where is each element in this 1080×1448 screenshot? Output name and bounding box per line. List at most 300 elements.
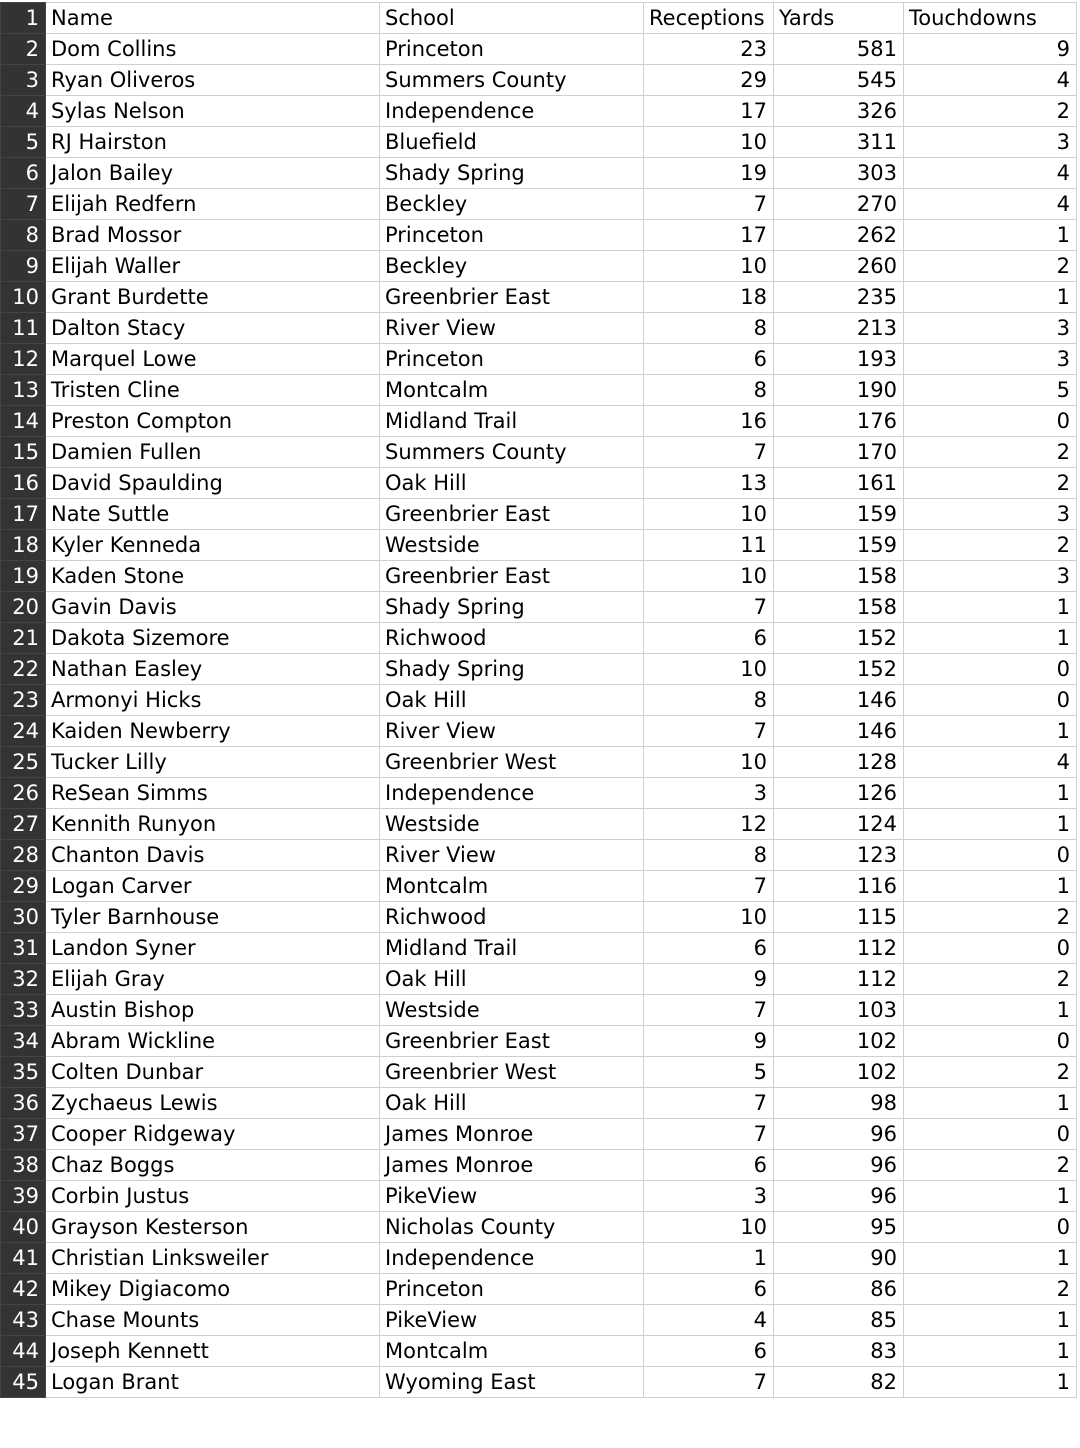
table-row bbox=[1, 933, 1077, 964]
table-row bbox=[1, 127, 1077, 158]
row-number[interactable]: 17 bbox=[1, 499, 46, 530]
cell-name[interactable]: Sylas Nelson bbox=[46, 96, 380, 127]
cell-touchdowns[interactable]: 1 bbox=[904, 592, 1077, 623]
cell-school[interactable]: Shady Spring bbox=[380, 592, 644, 623]
row-number[interactable]: 42 bbox=[1, 1274, 46, 1305]
cell-school[interactable]: PikeView bbox=[380, 1305, 644, 1336]
cell-yards[interactable]: 158 bbox=[774, 561, 904, 592]
row-number[interactable]: 13 bbox=[1, 375, 46, 406]
cell-receptions[interactable]: 8 bbox=[644, 840, 774, 871]
cell-name[interactable]: Mikey Digiacomo bbox=[46, 1274, 380, 1305]
cell-touchdowns[interactable]: 1 bbox=[904, 1243, 1077, 1274]
cell-touchdowns[interactable]: 0 bbox=[904, 654, 1077, 685]
cell-name[interactable]: Damien Fullen bbox=[46, 437, 380, 468]
row-number[interactable]: 4 bbox=[1, 96, 46, 127]
cell-name[interactable]: RJ Hairston bbox=[46, 127, 380, 158]
cell-name[interactable]: Landon Syner bbox=[46, 933, 380, 964]
row-number[interactable]: 21 bbox=[1, 623, 46, 654]
cell-school[interactable]: Princeton bbox=[380, 1274, 644, 1305]
row-number[interactable]: 18 bbox=[1, 530, 46, 561]
cell-school[interactable]: Princeton bbox=[380, 34, 644, 65]
cell-receptions[interactable]: 9 bbox=[644, 964, 774, 995]
cell-receptions[interactable]: 6 bbox=[644, 1274, 774, 1305]
table-row bbox=[1, 220, 1077, 251]
row-number[interactable]: 16 bbox=[1, 468, 46, 499]
cell-yards[interactable]: 124 bbox=[774, 809, 904, 840]
table-row bbox=[1, 1367, 1077, 1398]
row-number[interactable]: 41 bbox=[1, 1243, 46, 1274]
cell-name[interactable]: David Spaulding bbox=[46, 468, 380, 499]
row-number[interactable]: 27 bbox=[1, 809, 46, 840]
cell-receptions[interactable]: 17 bbox=[644, 220, 774, 251]
cell-yards[interactable]: 311 bbox=[774, 127, 904, 158]
cell-touchdowns[interactable]: 2 bbox=[904, 530, 1077, 561]
cell-name[interactable]: Logan Carver bbox=[46, 871, 380, 902]
row-number[interactable]: 30 bbox=[1, 902, 46, 933]
cell-receptions[interactable]: 9 bbox=[644, 1026, 774, 1057]
cell-yards[interactable]: 159 bbox=[774, 530, 904, 561]
cell-touchdowns[interactable]: 3 bbox=[904, 344, 1077, 375]
cell-receptions[interactable]: 8 bbox=[644, 685, 774, 716]
cell-receptions[interactable]: 7 bbox=[644, 437, 774, 468]
cell-name[interactable]: Grant Burdette bbox=[46, 282, 380, 313]
cell-yards[interactable]: 112 bbox=[774, 964, 904, 995]
table-row bbox=[1, 313, 1077, 344]
cell-school[interactable]: James Monroe bbox=[380, 1119, 644, 1150]
cell-receptions[interactable]: 10 bbox=[644, 654, 774, 685]
cell-receptions[interactable]: 7 bbox=[644, 716, 774, 747]
cell-yards[interactable]: 158 bbox=[774, 592, 904, 623]
cell-touchdowns[interactable]: 1 bbox=[904, 1336, 1077, 1367]
cell-touchdowns[interactable]: 9 bbox=[904, 34, 1077, 65]
cell-school[interactable]: Independence bbox=[380, 1243, 644, 1274]
cell-touchdowns[interactable]: 0 bbox=[904, 933, 1077, 964]
cell-touchdowns[interactable]: 0 bbox=[904, 1212, 1077, 1243]
cell-name[interactable]: Abram Wickline bbox=[46, 1026, 380, 1057]
row-number[interactable]: 8 bbox=[1, 220, 46, 251]
row-number[interactable]: 43 bbox=[1, 1305, 46, 1336]
cell-name[interactable]: Cooper Ridgeway bbox=[46, 1119, 380, 1150]
cell-touchdowns[interactable]: 1 bbox=[904, 1181, 1077, 1212]
table-row bbox=[1, 468, 1077, 499]
cell-name[interactable]: Marquel Lowe bbox=[46, 344, 380, 375]
cell-touchdowns[interactable]: 0 bbox=[904, 1119, 1077, 1150]
row-number[interactable]: 26 bbox=[1, 778, 46, 809]
cell-touchdowns[interactable]: 1 bbox=[904, 220, 1077, 251]
table-row bbox=[1, 747, 1077, 778]
cell-name[interactable]: Chaz Boggs bbox=[46, 1150, 380, 1181]
cell-school[interactable]: Bluefield bbox=[380, 127, 644, 158]
cell-yards[interactable]: 102 bbox=[774, 1057, 904, 1088]
cell-school[interactable]: River View bbox=[380, 716, 644, 747]
cell-yards[interactable]: 102 bbox=[774, 1026, 904, 1057]
cell-school[interactable]: River View bbox=[380, 313, 644, 344]
cell-name[interactable]: Nathan Easley bbox=[46, 654, 380, 685]
cell-school[interactable]: Greenbrier East bbox=[380, 499, 644, 530]
cell-name[interactable]: Kennith Runyon bbox=[46, 809, 380, 840]
table-row bbox=[1, 561, 1077, 592]
cell-touchdowns[interactable]: 4 bbox=[904, 189, 1077, 220]
cell-receptions[interactable]: 8 bbox=[644, 375, 774, 406]
row-number[interactable]: 6 bbox=[1, 158, 46, 189]
cell-touchdowns[interactable]: 3 bbox=[904, 127, 1077, 158]
row-number[interactable]: 24 bbox=[1, 716, 46, 747]
table-row bbox=[1, 344, 1077, 375]
table-row bbox=[1, 1057, 1077, 1088]
cell-touchdowns[interactable]: 1 bbox=[904, 871, 1077, 902]
cell-touchdowns[interactable]: 2 bbox=[904, 251, 1077, 282]
cell-touchdowns[interactable]: 2 bbox=[904, 902, 1077, 933]
cell-receptions[interactable]: 4 bbox=[644, 1305, 774, 1336]
cell-yards[interactable]: 86 bbox=[774, 1274, 904, 1305]
cell-yards[interactable]: 161 bbox=[774, 468, 904, 499]
table-row bbox=[1, 375, 1077, 406]
cell-touchdowns[interactable]: 2 bbox=[904, 964, 1077, 995]
cell-school[interactable]: Midland Trail bbox=[380, 933, 644, 964]
row-number[interactable]: 23 bbox=[1, 685, 46, 716]
cell-yards[interactable]: 270 bbox=[774, 189, 904, 220]
row-number[interactable]: 40 bbox=[1, 1212, 46, 1243]
cell-yards[interactable]: 95 bbox=[774, 1212, 904, 1243]
cell-receptions[interactable]: 13 bbox=[644, 468, 774, 499]
cell-yards[interactable]: 235 bbox=[774, 282, 904, 313]
cell-name[interactable]: Tristen Cline bbox=[46, 375, 380, 406]
cell-school[interactable]: Greenbrier East bbox=[380, 561, 644, 592]
row-number[interactable]: 33 bbox=[1, 995, 46, 1026]
cell-receptions[interactable]: 6 bbox=[644, 1150, 774, 1181]
cell-receptions[interactable]: 10 bbox=[644, 251, 774, 282]
cell-name[interactable]: Nate Suttle bbox=[46, 499, 380, 530]
row-number[interactable]: 45 bbox=[1, 1367, 46, 1398]
cell-school[interactable]: River View bbox=[380, 840, 644, 871]
cell-touchdowns[interactable]: 0 bbox=[904, 685, 1077, 716]
table-row bbox=[1, 34, 1077, 65]
cell-receptions[interactable]: 10 bbox=[644, 127, 774, 158]
cell-yards[interactable]: 170 bbox=[774, 437, 904, 468]
cell-school[interactable]: Nicholas County bbox=[380, 1212, 644, 1243]
cell-school[interactable]: Oak Hill bbox=[380, 468, 644, 499]
table-row bbox=[1, 499, 1077, 530]
cell-touchdowns[interactable]: 1 bbox=[904, 1367, 1077, 1398]
row-number[interactable]: 12 bbox=[1, 344, 46, 375]
cell-touchdowns[interactable]: 2 bbox=[904, 437, 1077, 468]
cell-school[interactable]: Greenbrier West bbox=[380, 747, 644, 778]
cell-receptions[interactable]: 18 bbox=[644, 282, 774, 313]
cell-school[interactable]: Richwood bbox=[380, 902, 644, 933]
cell-yards[interactable]: 193 bbox=[774, 344, 904, 375]
cell-school[interactable]: Westside bbox=[380, 530, 644, 561]
cell-touchdowns[interactable]: 0 bbox=[904, 840, 1077, 871]
cell-school[interactable]: Independence bbox=[380, 96, 644, 127]
cell-name[interactable]: Tyler Barnhouse bbox=[46, 902, 380, 933]
cell-touchdowns[interactable]: 1 bbox=[904, 623, 1077, 654]
cell-touchdowns[interactable]: 2 bbox=[904, 468, 1077, 499]
cell-touchdowns[interactable]: 3 bbox=[904, 313, 1077, 344]
header-school[interactable]: School bbox=[380, 3, 644, 34]
cell-school[interactable]: Summers County bbox=[380, 65, 644, 96]
cell-touchdowns[interactable]: 4 bbox=[904, 158, 1077, 189]
table-row bbox=[1, 96, 1077, 127]
cell-name[interactable]: Kyler Kenneda bbox=[46, 530, 380, 561]
cell-touchdowns[interactable]: 2 bbox=[904, 1057, 1077, 1088]
cell-receptions[interactable]: 10 bbox=[644, 902, 774, 933]
cell-school[interactable]: Greenbrier East bbox=[380, 282, 644, 313]
table-row bbox=[1, 406, 1077, 437]
cell-receptions[interactable]: 7 bbox=[644, 995, 774, 1026]
cell-touchdowns[interactable]: 2 bbox=[904, 1274, 1077, 1305]
header-yards[interactable]: Yards bbox=[774, 3, 904, 34]
header-name[interactable]: Name bbox=[46, 3, 380, 34]
cell-name[interactable]: Ryan Oliveros bbox=[46, 65, 380, 96]
table-row bbox=[1, 1212, 1077, 1243]
cell-name[interactable]: Grayson Kesterson bbox=[46, 1212, 380, 1243]
row-number[interactable]: 29 bbox=[1, 871, 46, 902]
cell-school[interactable]: Montcalm bbox=[380, 871, 644, 902]
cell-receptions[interactable]: 3 bbox=[644, 778, 774, 809]
cell-school[interactable]: Montcalm bbox=[380, 1336, 644, 1367]
header-receptions[interactable]: Receptions bbox=[644, 3, 774, 34]
cell-name[interactable]: ReSean Simms bbox=[46, 778, 380, 809]
cell-yards[interactable]: 103 bbox=[774, 995, 904, 1026]
cell-receptions[interactable]: 29 bbox=[644, 65, 774, 96]
header-touchdowns[interactable]: Touchdowns bbox=[904, 3, 1077, 34]
cell-school[interactable]: Greenbrier East bbox=[380, 1026, 644, 1057]
cell-name[interactable]: Preston Compton bbox=[46, 406, 380, 437]
cell-yards[interactable]: 96 bbox=[774, 1119, 904, 1150]
cell-name[interactable]: Dalton Stacy bbox=[46, 313, 380, 344]
row-number[interactable]: 5 bbox=[1, 127, 46, 158]
table-row bbox=[1, 1026, 1077, 1057]
cell-name[interactable]: Dom Collins bbox=[46, 34, 380, 65]
cell-yards[interactable]: 96 bbox=[774, 1150, 904, 1181]
cell-yards[interactable]: 260 bbox=[774, 251, 904, 282]
cell-receptions[interactable]: 17 bbox=[644, 96, 774, 127]
cell-receptions[interactable]: 10 bbox=[644, 747, 774, 778]
cell-yards[interactable]: 112 bbox=[774, 933, 904, 964]
table-row bbox=[1, 840, 1077, 871]
cell-receptions[interactable]: 6 bbox=[644, 933, 774, 964]
cell-school[interactable]: Beckley bbox=[380, 189, 644, 220]
cell-touchdowns[interactable]: 0 bbox=[904, 406, 1077, 437]
cell-yards[interactable]: 90 bbox=[774, 1243, 904, 1274]
cell-school[interactable]: PikeView bbox=[380, 1181, 644, 1212]
cell-school[interactable]: Beckley bbox=[380, 251, 644, 282]
cell-yards[interactable]: 82 bbox=[774, 1367, 904, 1398]
cell-yards[interactable]: 126 bbox=[774, 778, 904, 809]
table-row bbox=[1, 530, 1077, 561]
cell-receptions[interactable]: 6 bbox=[644, 1336, 774, 1367]
cell-yards[interactable]: 190 bbox=[774, 375, 904, 406]
table-row bbox=[1, 437, 1077, 468]
cell-name[interactable]: Tucker Lilly bbox=[46, 747, 380, 778]
cell-receptions[interactable]: 7 bbox=[644, 1367, 774, 1398]
row-number[interactable]: 14 bbox=[1, 406, 46, 437]
cell-touchdowns[interactable]: 0 bbox=[904, 1026, 1077, 1057]
cell-touchdowns[interactable]: 1 bbox=[904, 778, 1077, 809]
cell-receptions[interactable]: 7 bbox=[644, 1088, 774, 1119]
cell-touchdowns[interactable]: 1 bbox=[904, 1088, 1077, 1119]
cell-touchdowns[interactable]: 1 bbox=[904, 1305, 1077, 1336]
cell-name[interactable]: Christian Linksweiler bbox=[46, 1243, 380, 1274]
row-number[interactable]: 7 bbox=[1, 189, 46, 220]
cell-receptions[interactable]: 19 bbox=[644, 158, 774, 189]
cell-touchdowns[interactable]: 1 bbox=[904, 282, 1077, 313]
cell-yards[interactable]: 303 bbox=[774, 158, 904, 189]
cell-yards[interactable]: 581 bbox=[774, 34, 904, 65]
row-number[interactable]: 3 bbox=[1, 65, 46, 96]
cell-school[interactable]: Independence bbox=[380, 778, 644, 809]
cell-touchdowns[interactable]: 4 bbox=[904, 747, 1077, 778]
cell-receptions[interactable]: 7 bbox=[644, 592, 774, 623]
cell-receptions[interactable]: 7 bbox=[644, 1119, 774, 1150]
table-row bbox=[1, 158, 1077, 189]
cell-name[interactable]: Elijah Redfern bbox=[46, 189, 380, 220]
cell-name[interactable]: Zychaeus Lewis bbox=[46, 1088, 380, 1119]
cell-yards[interactable]: 96 bbox=[774, 1181, 904, 1212]
cell-yards[interactable]: 123 bbox=[774, 840, 904, 871]
row-number[interactable]: 20 bbox=[1, 592, 46, 623]
cell-touchdowns[interactable]: 1 bbox=[904, 995, 1077, 1026]
cell-name[interactable]: Chanton Davis bbox=[46, 840, 380, 871]
row-number[interactable]: 35 bbox=[1, 1057, 46, 1088]
header-row bbox=[1, 3, 1077, 34]
cell-school[interactable]: Shady Spring bbox=[380, 654, 644, 685]
cell-school[interactable]: Princeton bbox=[380, 344, 644, 375]
cell-yards[interactable]: 83 bbox=[774, 1336, 904, 1367]
cell-school[interactable]: Shady Spring bbox=[380, 158, 644, 189]
row-number[interactable]: 22 bbox=[1, 654, 46, 685]
cell-yards[interactable]: 545 bbox=[774, 65, 904, 96]
row-number[interactable]: 11 bbox=[1, 313, 46, 344]
row-number[interactable]: 38 bbox=[1, 1150, 46, 1181]
cell-yards[interactable]: 326 bbox=[774, 96, 904, 127]
cell-receptions[interactable]: 1 bbox=[644, 1243, 774, 1274]
cell-name[interactable]: Elijah Gray bbox=[46, 964, 380, 995]
cell-name[interactable]: Jalon Bailey bbox=[46, 158, 380, 189]
cell-receptions[interactable]: 8 bbox=[644, 313, 774, 344]
cell-yards[interactable]: 115 bbox=[774, 902, 904, 933]
cell-school[interactable]: Wyoming East bbox=[380, 1367, 644, 1398]
cell-yards[interactable]: 146 bbox=[774, 716, 904, 747]
cell-receptions[interactable]: 12 bbox=[644, 809, 774, 840]
cell-school[interactable]: Princeton bbox=[380, 220, 644, 251]
cell-school[interactable]: James Monroe bbox=[380, 1150, 644, 1181]
row-number[interactable]: 34 bbox=[1, 1026, 46, 1057]
cell-name[interactable]: Gavin Davis bbox=[46, 592, 380, 623]
table-row bbox=[1, 1181, 1077, 1212]
cell-yards[interactable]: 146 bbox=[774, 685, 904, 716]
cell-yards[interactable]: 98 bbox=[774, 1088, 904, 1119]
table-row bbox=[1, 189, 1077, 220]
cell-receptions[interactable]: 10 bbox=[644, 499, 774, 530]
cell-touchdowns[interactable]: 3 bbox=[904, 561, 1077, 592]
cell-receptions[interactable]: 7 bbox=[644, 189, 774, 220]
cell-yards[interactable]: 85 bbox=[774, 1305, 904, 1336]
row-number[interactable]: 36 bbox=[1, 1088, 46, 1119]
cell-receptions[interactable]: 3 bbox=[644, 1181, 774, 1212]
row-number[interactable]: 44 bbox=[1, 1336, 46, 1367]
cell-touchdowns[interactable]: 2 bbox=[904, 1150, 1077, 1181]
row-number[interactable]: 15 bbox=[1, 437, 46, 468]
cell-yards[interactable]: 176 bbox=[774, 406, 904, 437]
row-number[interactable]: 32 bbox=[1, 964, 46, 995]
cell-yards[interactable]: 152 bbox=[774, 654, 904, 685]
row-number[interactable]: 1 bbox=[1, 3, 46, 34]
cell-touchdowns[interactable]: 1 bbox=[904, 716, 1077, 747]
cell-receptions[interactable]: 6 bbox=[644, 344, 774, 375]
cell-yards[interactable]: 159 bbox=[774, 499, 904, 530]
cell-receptions[interactable]: 11 bbox=[644, 530, 774, 561]
table-row bbox=[1, 1305, 1077, 1336]
row-number[interactable]: 25 bbox=[1, 747, 46, 778]
table-row bbox=[1, 964, 1077, 995]
row-number[interactable]: 28 bbox=[1, 840, 46, 871]
cell-name[interactable]: Dakota Sizemore bbox=[46, 623, 380, 654]
cell-receptions[interactable]: 10 bbox=[644, 1212, 774, 1243]
cell-school[interactable]: Oak Hill bbox=[380, 1088, 644, 1119]
cell-name[interactable]: Colten Dunbar bbox=[46, 1057, 380, 1088]
cell-touchdowns[interactable]: 2 bbox=[904, 96, 1077, 127]
cell-touchdowns[interactable]: 1 bbox=[904, 809, 1077, 840]
cell-school[interactable]: Greenbrier West bbox=[380, 1057, 644, 1088]
row-number[interactable]: 9 bbox=[1, 251, 46, 282]
cell-touchdowns[interactable]: 3 bbox=[904, 499, 1077, 530]
cell-school[interactable]: Midland Trail bbox=[380, 406, 644, 437]
cell-school[interactable]: Summers County bbox=[380, 437, 644, 468]
cell-name[interactable]: Joseph Kennett bbox=[46, 1336, 380, 1367]
cell-name[interactable]: Chase Mounts bbox=[46, 1305, 380, 1336]
cell-yards[interactable]: 128 bbox=[774, 747, 904, 778]
table-row bbox=[1, 282, 1077, 313]
cell-name[interactable]: Kaden Stone bbox=[46, 561, 380, 592]
cell-name[interactable]: Brad Mossor bbox=[46, 220, 380, 251]
row-number[interactable]: 39 bbox=[1, 1181, 46, 1212]
cell-receptions[interactable]: 16 bbox=[644, 406, 774, 437]
cell-name[interactable]: Corbin Justus bbox=[46, 1181, 380, 1212]
cell-school[interactable]: Oak Hill bbox=[380, 964, 644, 995]
spreadsheet-body bbox=[1, 3, 1077, 1398]
cell-school[interactable]: Montcalm bbox=[380, 375, 644, 406]
cell-school[interactable]: Westside bbox=[380, 809, 644, 840]
table-row bbox=[1, 65, 1077, 96]
cell-receptions[interactable]: 5 bbox=[644, 1057, 774, 1088]
cell-receptions[interactable]: 6 bbox=[644, 623, 774, 654]
row-number[interactable]: 19 bbox=[1, 561, 46, 592]
cell-name[interactable]: Logan Brant bbox=[46, 1367, 380, 1398]
row-number[interactable]: 2 bbox=[1, 34, 46, 65]
cell-touchdowns[interactable]: 4 bbox=[904, 65, 1077, 96]
row-number[interactable]: 10 bbox=[1, 282, 46, 313]
cell-school[interactable]: Richwood bbox=[380, 623, 644, 654]
cell-name[interactable]: Armonyi Hicks bbox=[46, 685, 380, 716]
row-number[interactable]: 37 bbox=[1, 1119, 46, 1150]
cell-name[interactable]: Elijah Waller bbox=[46, 251, 380, 282]
cell-school[interactable]: Westside bbox=[380, 995, 644, 1026]
cell-yards[interactable]: 116 bbox=[774, 871, 904, 902]
cell-receptions[interactable]: 7 bbox=[644, 871, 774, 902]
cell-yards[interactable]: 213 bbox=[774, 313, 904, 344]
cell-receptions[interactable]: 23 bbox=[644, 34, 774, 65]
row-number[interactable]: 31 bbox=[1, 933, 46, 964]
cell-name[interactable]: Kaiden Newberry bbox=[46, 716, 380, 747]
cell-yards[interactable]: 152 bbox=[774, 623, 904, 654]
cell-yards[interactable]: 262 bbox=[774, 220, 904, 251]
cell-name[interactable]: Austin Bishop bbox=[46, 995, 380, 1026]
cell-school[interactable]: Oak Hill bbox=[380, 685, 644, 716]
cell-receptions[interactable]: 10 bbox=[644, 561, 774, 592]
table-row bbox=[1, 995, 1077, 1026]
cell-touchdowns[interactable]: 5 bbox=[904, 375, 1077, 406]
